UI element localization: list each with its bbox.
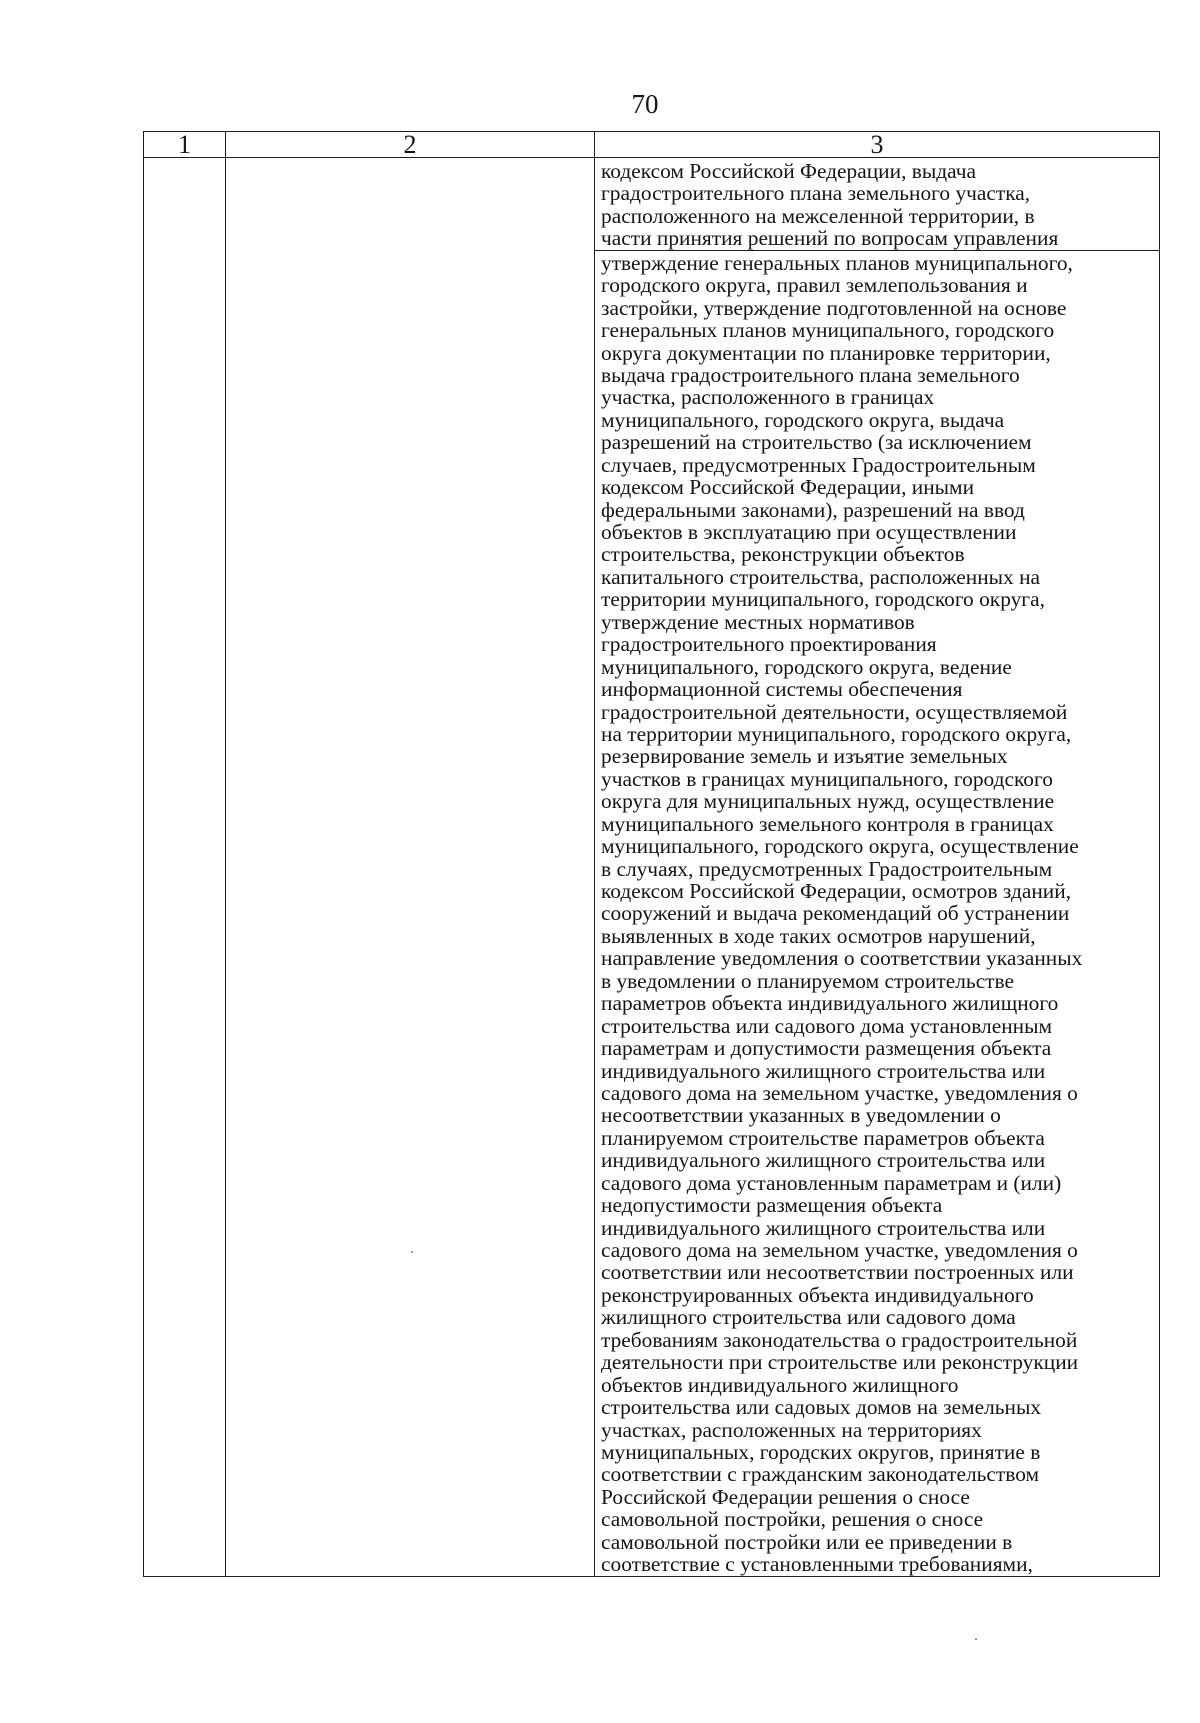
text-line: направление уведомления о соответствии указанных [601, 946, 1083, 971]
text-line: параметров объекта индивидуального жилищного [601, 991, 1059, 1016]
text-line: жилищного строительства или садового дома [601, 1305, 1016, 1330]
text-line: требованиям законодательства о градостроительной [601, 1327, 1078, 1352]
column-3-cell [595, 158, 1160, 1577]
table-header-row [144, 132, 1160, 158]
text-line: разрешений на строительство (за исключением [601, 430, 1032, 455]
table-row [144, 158, 1160, 1577]
text-line: объектов индивидуального жилищного [601, 1372, 959, 1397]
text-line: в случаях, предусмотренных Градостроительным [601, 856, 1053, 881]
scan-speck [975, 1638, 977, 1640]
text-line: садового дома на земельном участке, уведомления о [601, 1238, 1078, 1262]
text-line: индивидуального жилищного строительства или [601, 1215, 1046, 1240]
text-line: капитального строительства, расположенных на [601, 564, 1041, 589]
text-line: строительства или садового дома установленным [601, 1013, 1053, 1038]
text-line: выдача градостроительного плана земельного [601, 362, 1020, 387]
text-line: объектов в эксплуатацию при осуществлении [601, 520, 1017, 544]
text-line: части принятия решений по вопросам управления [601, 226, 1059, 251]
text-line: недопустимости размещения объекта [601, 1193, 943, 1218]
document-table [143, 131, 1160, 1577]
text-line: градостроительной деятельности, осуществляемой [601, 699, 1068, 724]
text-line: самовольной постройки, решения о сносе [601, 1507, 984, 1532]
text-line: планируемом строительстве параметров объекта [601, 1125, 1045, 1150]
text-line: муниципального, городского округа, выдача [601, 407, 1005, 432]
text-line: соответствие с установленными требованиями, [601, 1552, 1033, 1576]
powers-text-part-1 [595, 158, 1159, 251]
text-line: резервирование земель и изъятие земельных [601, 744, 1008, 769]
text-line: городского округа, правил землепользования и [601, 273, 1028, 298]
text-line: муниципальных, городских округов, принятие в [601, 1439, 1041, 1464]
text-line: соответствии или несоответствии построенных или [601, 1260, 1074, 1285]
column-2-header: 2 [226, 132, 595, 158]
column-1-cell [144, 158, 226, 1577]
column-2-cell [226, 158, 595, 1577]
text-line: самовольной постройки или ее приведении в [601, 1529, 1013, 1554]
text-line: в уведомлении о планируемом строительстве [601, 968, 1015, 993]
text-line: муниципального земельного контроля в границах [601, 811, 1054, 836]
text-line: параметрам и допустимости размещения объекта [601, 1036, 1052, 1061]
text-line: индивидуального жилищного строительства или [601, 1148, 1046, 1173]
text-line: кодексом Российской Федерации, иными [601, 475, 975, 500]
text-line: на территории муниципального, городского округа, [601, 721, 1072, 746]
text-line: расположенного на межселенной территории, в [601, 203, 1035, 228]
text-line: градостроительного проектирования [601, 632, 937, 657]
text-line: участков в границах муниципального, городского [601, 766, 1053, 791]
text-line: строительства или садовых домов на земельных [601, 1395, 1042, 1420]
text-line: территории муниципального, городского округа, [601, 587, 1045, 612]
text-line: застройки, утверждение подготовленной на основе [601, 295, 1067, 320]
text-line: выявленных в ходе таких осмотров нарушений, [601, 923, 1036, 948]
text-line: кодексом Российской Федерации, осмотров зданий, [601, 879, 1072, 903]
text-line: садового дома на земельном участке, уведомления о [601, 1080, 1078, 1105]
text-line: индивидуального жилищного строительства или [601, 1058, 1046, 1083]
text-line: сооружений и выдача рекомендаций об устранении [601, 901, 1070, 926]
text-line: участках, расположенных на территориях [601, 1417, 982, 1442]
text-line: садового дома установленным параметрам и (или) [601, 1170, 1062, 1195]
column-3-header: 3 [595, 132, 1160, 158]
scan-speck [411, 1251, 413, 1253]
column-1-header: 1 [144, 132, 226, 158]
text-line: утверждение генеральных планов муниципального, [601, 250, 1073, 275]
text-line: округа для муниципальных нужд, осуществление [601, 789, 1055, 814]
text-line: федеральными законами), разрешений на ввод [601, 497, 1025, 522]
text-line: округа документации по планировке территории, [601, 340, 1051, 365]
text-line: Российской Федерации решения о сносе [601, 1484, 970, 1509]
text-line: утверждение местных нормативов [601, 609, 915, 634]
text-line: деятельности при строительстве или реконструкции [601, 1350, 1079, 1375]
text-line: реконструированных объекта индивидуального [601, 1282, 1034, 1307]
text-line: соответствии с гражданским законодательством [601, 1462, 1040, 1487]
text-line: генеральных планов муниципального, городского [601, 318, 1055, 343]
text-line: муниципального, городского округа, осуществление [601, 834, 1079, 859]
powers-text-part-2 [595, 251, 1159, 1576]
text-line: случаев, предусмотренных Градостроительным [601, 452, 1036, 477]
page-number: 70 [631, 89, 659, 119]
text-line: муниципального, городского округа, ведение [601, 654, 1012, 679]
text-line: кодексом Российской Федерации, выдача [601, 159, 977, 183]
text-line: градостроительного плана земельного участка, [601, 181, 1031, 206]
text-line: несоответствии указанных в уведомлении о [601, 1103, 1001, 1128]
text-line: информационной системы обеспечения [601, 677, 963, 702]
text-line: участка, расположенного в границах [601, 385, 935, 410]
text-line: строительства, реконструкции объектов [601, 542, 965, 567]
